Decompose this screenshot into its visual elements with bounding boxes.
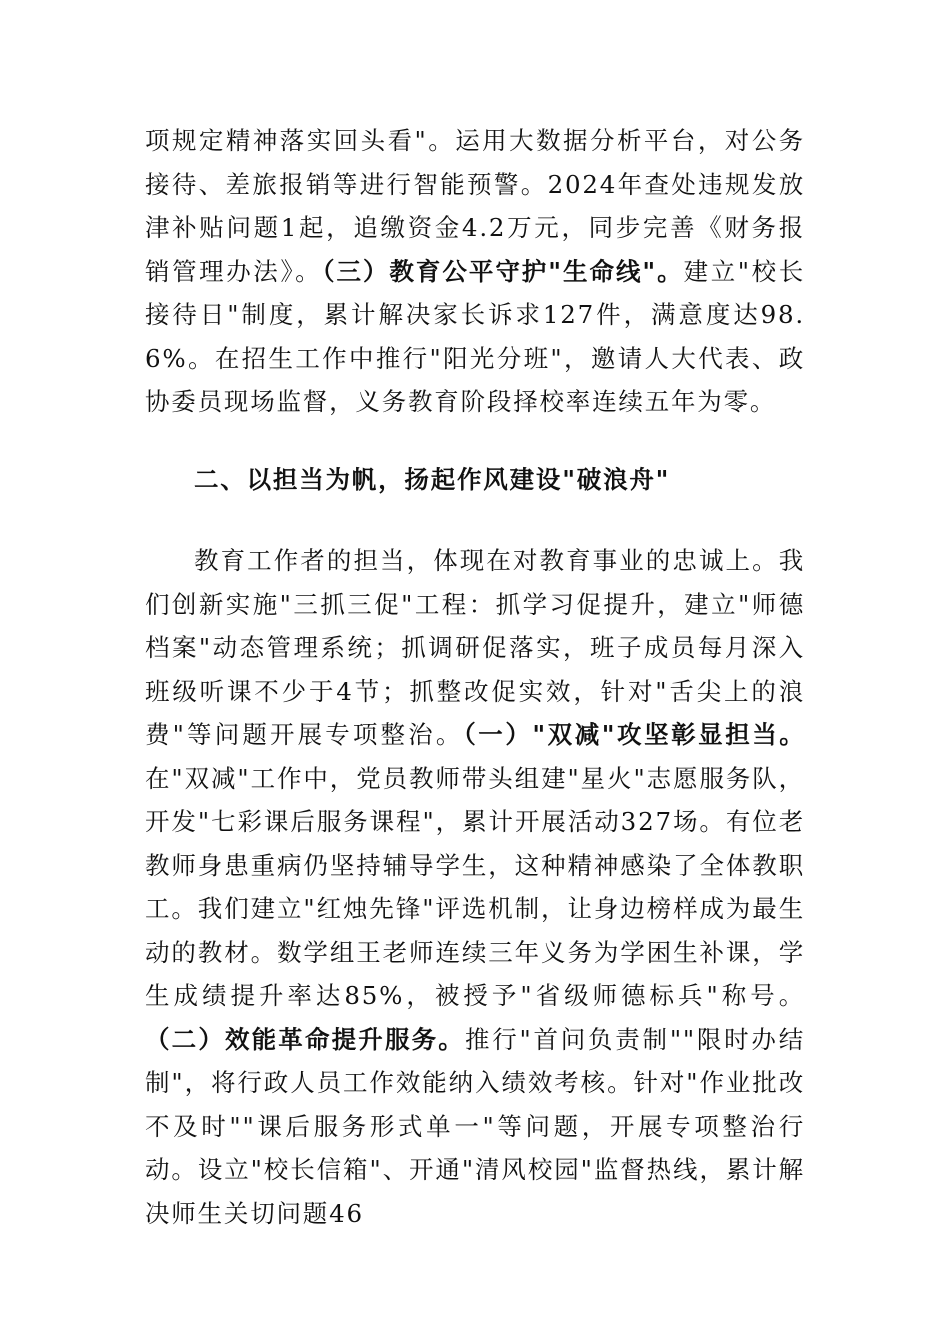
paragraph-responsibility [145,539,805,1235]
paragraph-text: 建立"校长接待日"制度，累计解决家长诉求127件，满意度达98.6%。在招生工作中推行"阳光分班"，邀请人大代表、政协委员现场监督，义务教育阶段择校率连续五年为零。 [145,256,805,416]
document-page [145,119,805,1235]
paragraph-text: 教育工作者的担当，体现在对教育事业的忠诚上。我们创新实施"三抓三促"工程：抓学习促提升，建立"师德档案"动态管理系统；抓调研促落实，班子成员每月深入班级听课不少于4节；抓整改促实效，针对"舌尖上的浪费"等问题开展专项整治。 [145,546,805,749]
paragraph-text: 项规定精神落实回头看"。运用大数据分析平台，对公务接待、差旅报销等进行智能预警。2024年查处违规发放津补贴问题1起，追缴资金4.2万元，同步完善《财务报销管理办法》。 [145,126,805,286]
paragraph-text: 在"双减"工作中，党员教师带头组建"星火"志愿服务队，开发"七彩课后服务课程"，累计开展活动327场。有位老教师身患重病仍坚持辅导学生，这种精神感染了全体教职工。我们建立"红烛先锋"评选机制，让身边榜样成为最生动的教材。数学组王老师连续三年义务为学困生补课，学生成绩提升率达85%，被授予"省级师德标兵"称号。 [145,763,805,1010]
subheading-efficiency-revolution: （二）效能革命提升服务。 [145,1024,465,1054]
subheading-double-reduction: （一）"双减"攻坚彰显担当。 [463,720,806,749]
section-heading-2: 二、以担当为帆，扬起作风建设"破浪舟" [194,464,671,494]
subheading-education-fairness: （三）教育公平守护"生命线"。 [322,256,684,286]
paragraph-text: 推行"首问负责制""限时办结制"，将行政人员工作效能纳入绩效考核。针对"作业批改不及时""课后服务形式单一"等问题，开展专项整治行动。设立"校长信箱"、开通"清风校园"监督热线，累计解决师生关切问题46 [145,1024,805,1228]
paragraph-discipline-fairness [145,119,805,424]
